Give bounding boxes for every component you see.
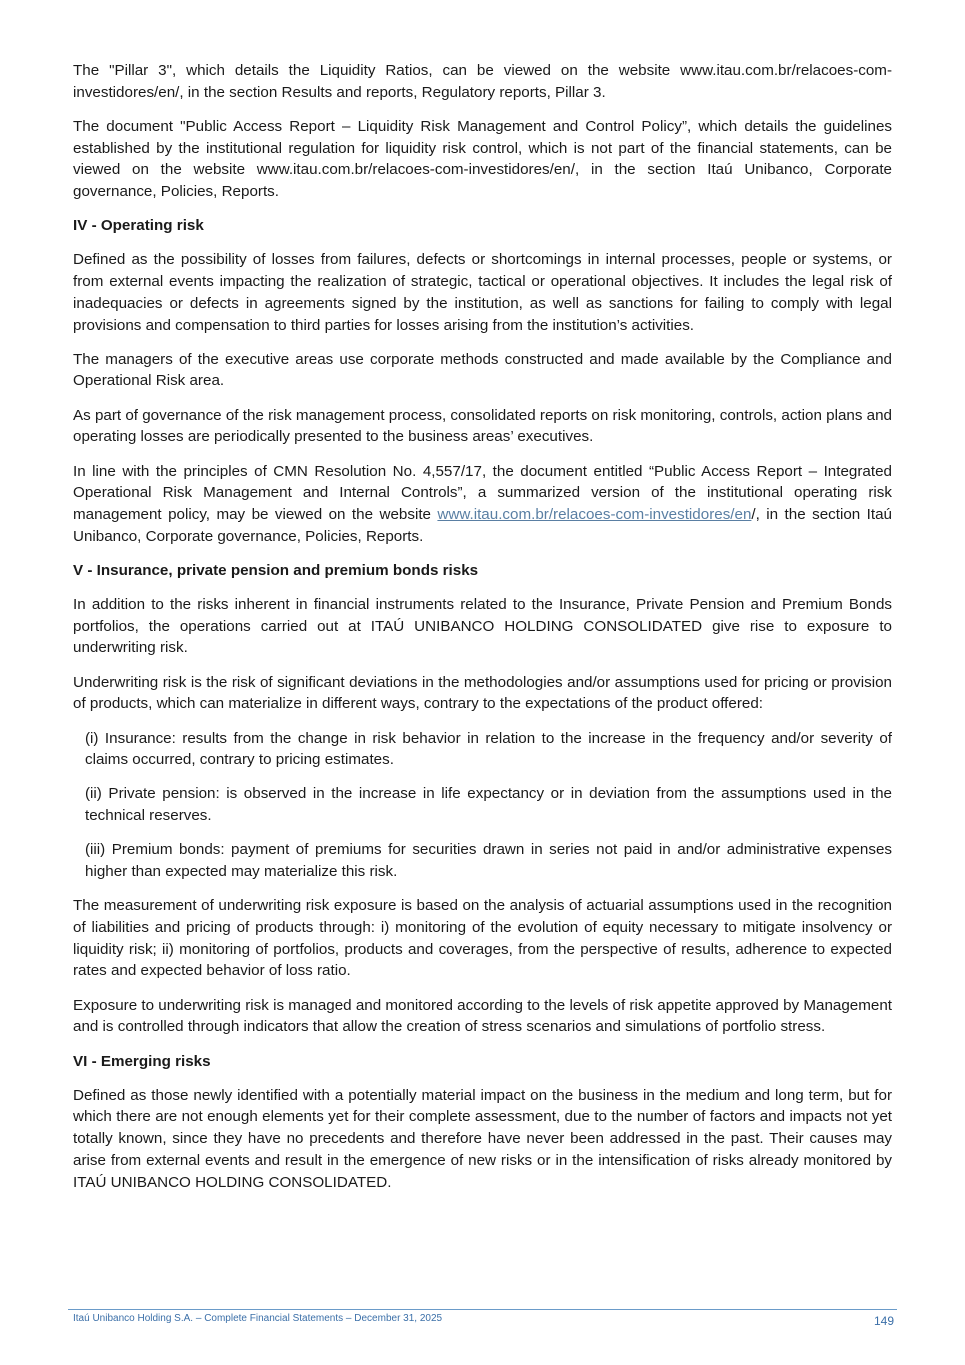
paragraph-liquidity-report: The document "Public Access Report – Liquidity Risk Management and Control Policy”, which details the guidelines established by the institutional regulation for liquidity risk control, which is not part of the financial statements, can be viewed on the website www.itau.com.br/relacoes-com-investidores/en/, in the section Itaú Unibanco, Corporate governance, Policies, Reports. xyxy=(73,117,892,201)
paragraph-managers: The managers of the executive areas use corporate methods constructed and made available by the Compliance and Operational Risk area. xyxy=(73,350,892,390)
list-item-private-pension: (ii) Private pension: is observed in the increase in life expectancy or in deviation from the assumptions used in the technical reserves. xyxy=(85,785,892,825)
paragraph-pillar3: The "Pillar 3", which details the Liquidity Ratios, can be viewed on the website www.itau.com.br/relacoes-com-investidores/en/, in the section Results and reports, Regulatory reports, Pillar 3. xyxy=(73,62,892,101)
paragraph-exposure: Exposure to underwriting risk is managed and monitored according to the levels of risk appetite approved by Management and is controlled through indicators that allow the creation of stress scenarios and simulations of portfolio stress. xyxy=(73,996,892,1036)
paragraph-emerging-definition: Defined as those newly identified with a potentially material impact on the business in the medium and long term, but for which there are not enough elements yet for their complete assessment, due to the number of factors and impacts not yet totally known, since they have no precedents and therefore have never been addressed in the past. Their causes may arise from external events and result in the emergence of new risks or in the intensification of risks already monitored by ITAÚ UNIBANCO HOLDING CONSOLIDATED. xyxy=(73,1086,892,1191)
paragraph-measurement: The measurement of underwriting risk exposure is based on the analysis of actuarial assumptions used in the recognition of liabilities and pricing of products through: i) monitoring of the evolution of equity necessary to mitigate insolvency or liquidity risk; ii) monitoring of portfolios, products and coverages, from the perspective of results, adherence to expected rates and expected behavior of loss ratio. xyxy=(73,897,892,980)
heading-emerging-risks: VI - Emerging risks xyxy=(73,1052,211,1070)
paragraph-cmn-resolution xyxy=(73,461,892,548)
paragraph-underwriting-definition: Underwriting risk is the risk of significant deviations in the methodologies and/or assumptions used for pricing or provision of products, which can materialize in different ways, contrary to the expectations of the product offered: xyxy=(73,673,892,713)
page-number: 149 xyxy=(874,1314,895,1328)
paragraph-cmn-text-before: In line with the principles of CMN Resolution No. 4,557/17, the document entitled “Public Access Report – Integrated Operational Risk Management and Internal Controls”, a summarized version of the institutional operating risk management policy, may be viewed on the website xyxy=(73,462,892,523)
investor-relations-link[interactable]: www.itau.com.br/relacoes-com-investidores/en xyxy=(437,505,752,523)
paragraph-operating-definition: Defined as the possibility of losses from failures, defects or shortcomings in internal processes, people or systems, or from external events impacting the realization of strategic, tactical or operational objectives. It includes the legal risk of inadequacies or defects in agreements signed by the institution, as well as sanctions for failing to comply with legal provisions and compensation to third parties for losses arising from the institution’s activities. xyxy=(73,251,892,334)
list-item-premium-bonds: (iii) Premium bonds: payment of premiums for securities drawn in series not paid in and/or administrative expenses higher than expected may materialize this risk. xyxy=(85,841,892,881)
list-item-insurance: (i) Insurance: results from the change in risk behavior in relation to the increase in the frequency and/or severity of claims occurred, contrary to pricing estimates. xyxy=(85,729,892,769)
paragraph-governance: As part of governance of the risk management process, consolidated reports on risk monitoring, controls, action plans and operating losses are periodically presented to the business areas’ executives. xyxy=(73,406,892,446)
heading-operating-risk: IV - Operating risk xyxy=(73,217,204,235)
footer-divider xyxy=(68,1309,897,1310)
footer-text: Itaú Unibanco Holding S.A. – Complete Financial Statements – December 31, 2025 xyxy=(73,1313,443,1324)
paragraph-cmn-text-after: /, in the section Itaú Unibanco, Corporate governance, Policies, Reports. xyxy=(73,505,892,545)
heading-insurance-risks: V - Insurance, private pension and premium bonds risks xyxy=(73,561,479,579)
document-body xyxy=(73,60,892,1206)
paragraph-insurance-intro: In addition to the risks inherent in financial instruments related to the Insurance, Private Pension and Premium Bonds portfolios, the operations carried out at ITAÚ UNIBANCO HOLDING CONSOLIDATED give rise to exposure to underwriting risk. xyxy=(73,596,892,657)
